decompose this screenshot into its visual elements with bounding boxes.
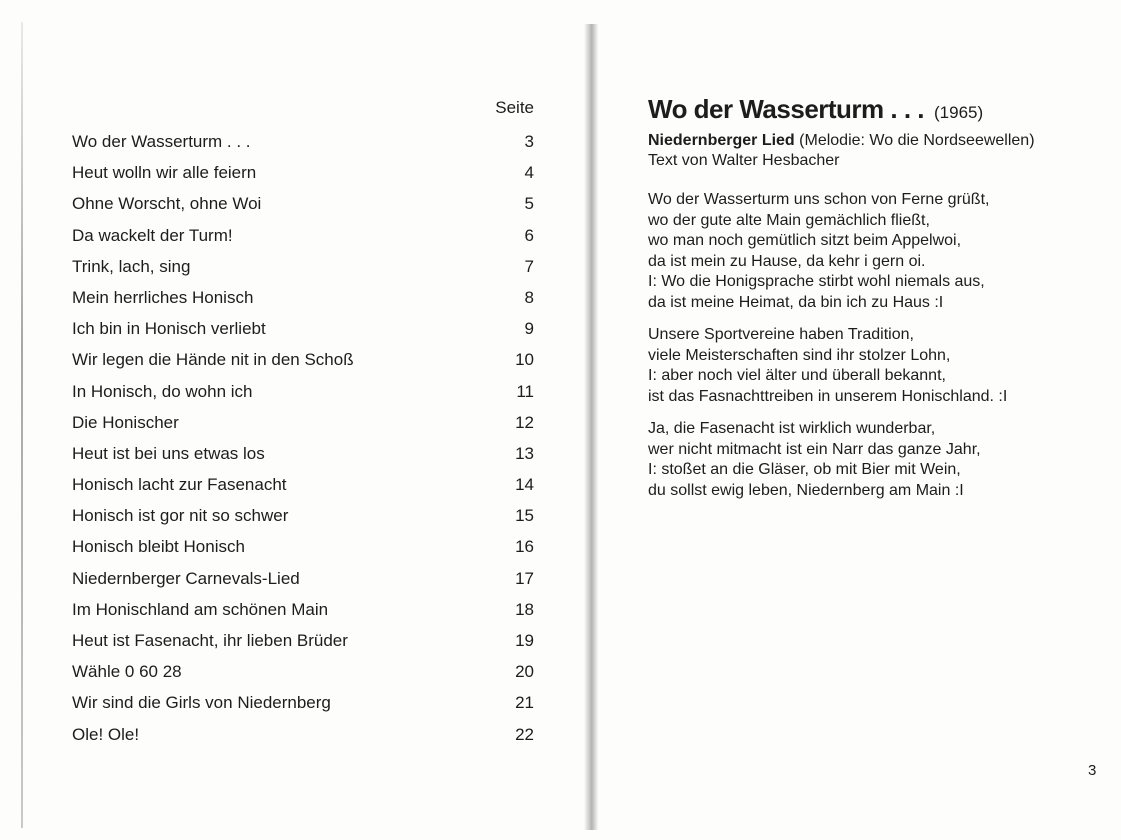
toc-entry <box>72 687 534 718</box>
toc-entry-title: Honisch lacht zur Fasenacht <box>72 475 287 495</box>
toc-entry-title: Honisch bleibt Honisch <box>72 537 245 557</box>
song-meta <box>648 131 1108 171</box>
song-block <box>648 94 1108 501</box>
toc-entry-title: Honisch ist gor nit so schwer <box>72 506 289 526</box>
toc-header: Seite <box>495 98 534 117</box>
table-of-contents <box>72 126 534 750</box>
toc-entry <box>72 594 534 625</box>
toc-entry <box>72 251 534 282</box>
toc-entry <box>72 656 534 687</box>
lyric-line: I: stoßet an die Gläser, ob mit Bier mit Wein, <box>648 461 961 478</box>
toc-entry-title: Niedernberger Carnevals-Lied <box>72 568 300 588</box>
toc-entry-title: Mein herrliches Honisch <box>72 287 254 307</box>
toc-entry-title: Heut ist bei uns etwas los <box>72 443 265 463</box>
lyric-line: wo man noch gemütlich sitzt beim Appelwoi, <box>648 232 962 249</box>
song-lyrics <box>648 190 1108 501</box>
toc-entry <box>72 625 534 656</box>
toc-entry-page: 5 <box>524 194 534 214</box>
toc-entry-page: 9 <box>524 319 534 339</box>
toc-entry-title: Wähle 0 60 28 <box>72 662 182 682</box>
stanza <box>648 190 1108 313</box>
lyric-line: viele Meisterschaften sind ihr stolzer Lohn, <box>648 346 951 364</box>
toc-entry-page: 3 <box>524 132 534 151</box>
toc-entry <box>72 531 534 562</box>
toc-entry-title: Wir legen die Hände nit in den Schoß <box>72 350 354 370</box>
stanza <box>648 325 1108 407</box>
toc-entry-title: Heut ist Fasenacht, ihr lieben Brüder <box>72 631 348 650</box>
toc-entry <box>72 157 534 188</box>
toc-entry-page: 21 <box>515 693 534 713</box>
toc-entry-title: Heut wolln wir alle feiern <box>72 163 257 183</box>
toc-entry-page: 8 <box>524 287 534 307</box>
song-title: Wo der Wasserturm . . . <box>648 94 925 124</box>
toc-entry <box>72 438 534 469</box>
page-edge-shadow <box>21 22 23 828</box>
toc-entry-page: 4 <box>524 163 534 183</box>
toc-entry <box>72 500 534 531</box>
lyric-line: Ja, die Fasenacht ist wirklich wunderbar, <box>648 420 936 437</box>
toc-entry-title: Da wackelt der Turm! <box>72 225 233 245</box>
toc-entry <box>72 126 534 157</box>
song-subtitle <box>648 131 1108 151</box>
toc-entry <box>72 563 534 594</box>
toc-entry-title: Die Honischer <box>72 412 179 432</box>
song-title-line <box>648 94 1108 125</box>
toc-entry-page: 12 <box>515 412 534 432</box>
toc-entry-page: 7 <box>524 256 534 276</box>
lyric-line: ist das Fasnachttreiben in unserem Honischland. :I <box>648 387 1008 405</box>
page-number: 3 <box>1088 762 1097 779</box>
toc-entry-page: 11 <box>516 381 534 401</box>
song-year: (1965) <box>934 103 984 122</box>
lyric-line: wer nicht mitmacht ist ein Narr das ganze Jahr, <box>648 440 981 458</box>
toc-entry-title: Ole! Ole! <box>72 724 140 744</box>
song-melody: (Melodie: Wo die Nordseewellen) <box>799 132 1035 149</box>
toc-entry <box>72 220 534 251</box>
song-name: Niedernberger Lied <box>648 132 795 149</box>
toc-entry-title: Wir sind die Girls von Niedernberg <box>72 693 331 713</box>
toc-entry-page: 13 <box>515 443 534 463</box>
toc-entry-page: 17 <box>515 568 534 588</box>
right-page <box>590 0 1121 840</box>
toc-entry-title: Trink, lach, sing <box>72 256 191 276</box>
toc-entry-page: 19 <box>515 631 534 650</box>
toc-entry <box>72 376 534 407</box>
lyric-line: da ist mein zu Hause, da kehr i gern oi. <box>648 252 926 270</box>
lyric-line: Unsere Sportvereine haben Tradition, <box>648 326 914 343</box>
toc-entry-title: In Honisch, do wohn ich <box>72 381 253 401</box>
toc-entry-page: 10 <box>515 350 534 370</box>
toc-entry <box>72 719 534 750</box>
toc-entry-title: Ohne Worscht, ohne Woi <box>72 194 262 214</box>
toc-entry <box>72 313 534 344</box>
toc-entry <box>72 282 534 313</box>
lyric-line: Wo der Wasserturm uns schon von Ferne grüßt, <box>648 191 990 208</box>
toc-entry-page: 14 <box>515 475 534 495</box>
lyric-line: I: aber noch viel älter und überall bekannt, <box>648 367 946 384</box>
toc-entry <box>72 469 534 500</box>
lyric-line: da ist meine Heimat, da bin ich zu Haus :I <box>648 293 944 311</box>
toc-entry-page: 6 <box>524 225 534 245</box>
lyric-line: wo der gute alte Main gemächlich fließt, <box>648 211 930 229</box>
toc-entry <box>72 407 534 438</box>
toc-entry-page: 16 <box>515 537 534 557</box>
toc-entry-title: Im Honischland am schönen Main <box>72 599 329 619</box>
toc-entry-title: Ich bin in Honisch verliebt <box>72 319 266 339</box>
toc-entry-title: Wo der Wasserturm . . . <box>72 132 251 151</box>
lyric-line: I: Wo die Honigsprache stirbt wohl niemals aus, <box>648 273 985 290</box>
toc-entry <box>72 344 534 375</box>
stanza <box>648 419 1108 501</box>
toc-entry <box>72 188 534 219</box>
song-author: Text von Walter Hesbacher <box>648 152 840 169</box>
toc-entry-page: 15 <box>515 506 534 526</box>
toc-entry-page: 18 <box>515 599 534 619</box>
toc-entry-page: 22 <box>515 724 534 744</box>
toc-entry-page: 20 <box>515 662 534 682</box>
lyric-line: du sollst ewig leben, Niedernberg am Main :I <box>648 481 964 499</box>
